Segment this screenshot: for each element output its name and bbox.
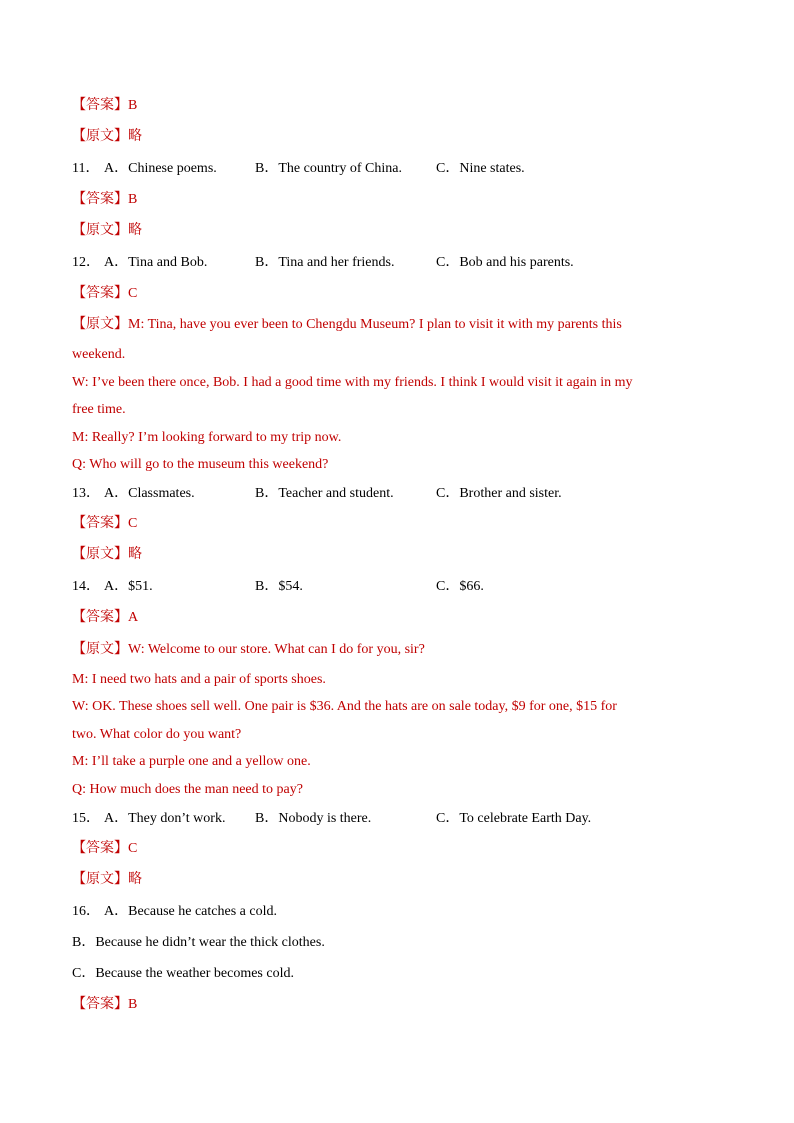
question-14 (72, 577, 100, 597)
original-label: 【原文】 (72, 642, 128, 657)
answer-label: 【答案】 (72, 841, 128, 856)
omitted-text: 略 (128, 129, 142, 144)
original-label: 【原文】 (72, 872, 128, 887)
option-c: C．To celebrate Earth Day. (436, 811, 592, 826)
question-12 (72, 253, 100, 273)
transcript-line: M: I’ll take a purple one and a yellow one. (72, 754, 311, 769)
transcript-line: M: I need two hats and a pair of sports shoes. (72, 672, 326, 687)
option-b: B．Because he didn’t wear the thick clothes. (72, 935, 325, 950)
question-number: 16． (72, 904, 100, 919)
transcript-line: two. What color do you want? (72, 727, 242, 742)
omitted-text: 略 (128, 872, 142, 887)
original-label: 【原文】 (72, 317, 128, 332)
transcript-line (72, 640, 425, 660)
answer-value: C (128, 516, 138, 531)
option-c: C．Bob and his parents. (436, 255, 574, 270)
answer-label: 【答案】 (72, 286, 128, 301)
answer-label: 【答案】 (72, 516, 128, 531)
answer-label: 【答案】 (72, 98, 128, 113)
original-line (72, 870, 142, 890)
answer-value: B (128, 98, 138, 113)
question-16 (72, 902, 100, 922)
option-c: C．$66. (436, 579, 484, 594)
question-number: 12． (72, 255, 100, 270)
original-label: 【原文】 (72, 129, 128, 144)
option-a: A．Classmates. (104, 486, 195, 501)
transcript-line: free time. (72, 402, 126, 417)
option-a: A．Chinese poems. (104, 161, 217, 176)
transcript-line: Q: How much does the man need to pay? (72, 782, 303, 797)
option-c: C．Brother and sister. (436, 486, 562, 501)
transcript-line: M: Really? I’m looking forward to my trip now. (72, 430, 342, 445)
question-number: 15． (72, 811, 100, 826)
answer-line (72, 190, 137, 210)
omitted-text: 略 (128, 223, 142, 238)
option-c: C．Nine states. (436, 161, 525, 176)
transcript-line: W: OK. These shoes sell well. One pair is $36. And the hats are on sale today, $9 for one, $15 for (72, 699, 617, 714)
answer-line (72, 995, 137, 1015)
answer-label: 【答案】 (72, 610, 128, 625)
option-b: B．The country of China. (255, 161, 402, 176)
option-c: C．Because the weather becomes cold. (72, 966, 294, 981)
original-line (72, 545, 142, 565)
answer-value: B (128, 997, 138, 1012)
original-label: 【原文】 (72, 547, 128, 562)
omitted-text: 略 (128, 547, 142, 562)
answer-value: C (128, 841, 138, 856)
question-13 (72, 484, 100, 504)
answer-label: 【答案】 (72, 997, 128, 1012)
question-number: 13． (72, 486, 100, 501)
option-b: B．Teacher and student. (255, 486, 394, 501)
answer-line (72, 514, 137, 534)
answer-line (72, 96, 137, 116)
answer-label: 【答案】 (72, 192, 128, 207)
option-b: B．$54. (255, 579, 303, 594)
transcript-line: Q: Who will go to the museum this weekend? (72, 457, 329, 472)
question-11 (72, 159, 99, 179)
question-15 (72, 809, 100, 829)
option-a: A．$51. (104, 579, 153, 594)
question-number: 11． (72, 161, 100, 176)
answer-line (72, 284, 137, 304)
answer-value: C (128, 286, 138, 301)
option-a: A．They don’t work. (104, 811, 226, 826)
option-a: A．Because he catches a cold. (104, 904, 277, 919)
option-b: B．Nobody is there. (255, 811, 372, 826)
original-line (72, 127, 142, 147)
option-b: B．Tina and her friends. (255, 255, 395, 270)
option-a: A．Tina and Bob. (104, 255, 208, 270)
transcript-text: M: Tina, have you ever been to Chengdu Museum? I plan to visit it with my parents this (128, 317, 622, 332)
transcript-line: weekend. (72, 347, 126, 362)
answer-value: A (128, 610, 139, 625)
transcript-text: W: Welcome to our store. What can I do for you, sir? (128, 642, 425, 657)
transcript-line: W: I’ve been there once, Bob. I had a good time with my friends. I think I would visit it again in my (72, 375, 633, 390)
answer-line (72, 839, 137, 859)
transcript-line (72, 315, 622, 335)
original-line (72, 221, 142, 241)
answer-value: B (128, 192, 138, 207)
answer-line (72, 608, 138, 628)
question-number: 14． (72, 579, 100, 594)
original-label: 【原文】 (72, 223, 128, 238)
